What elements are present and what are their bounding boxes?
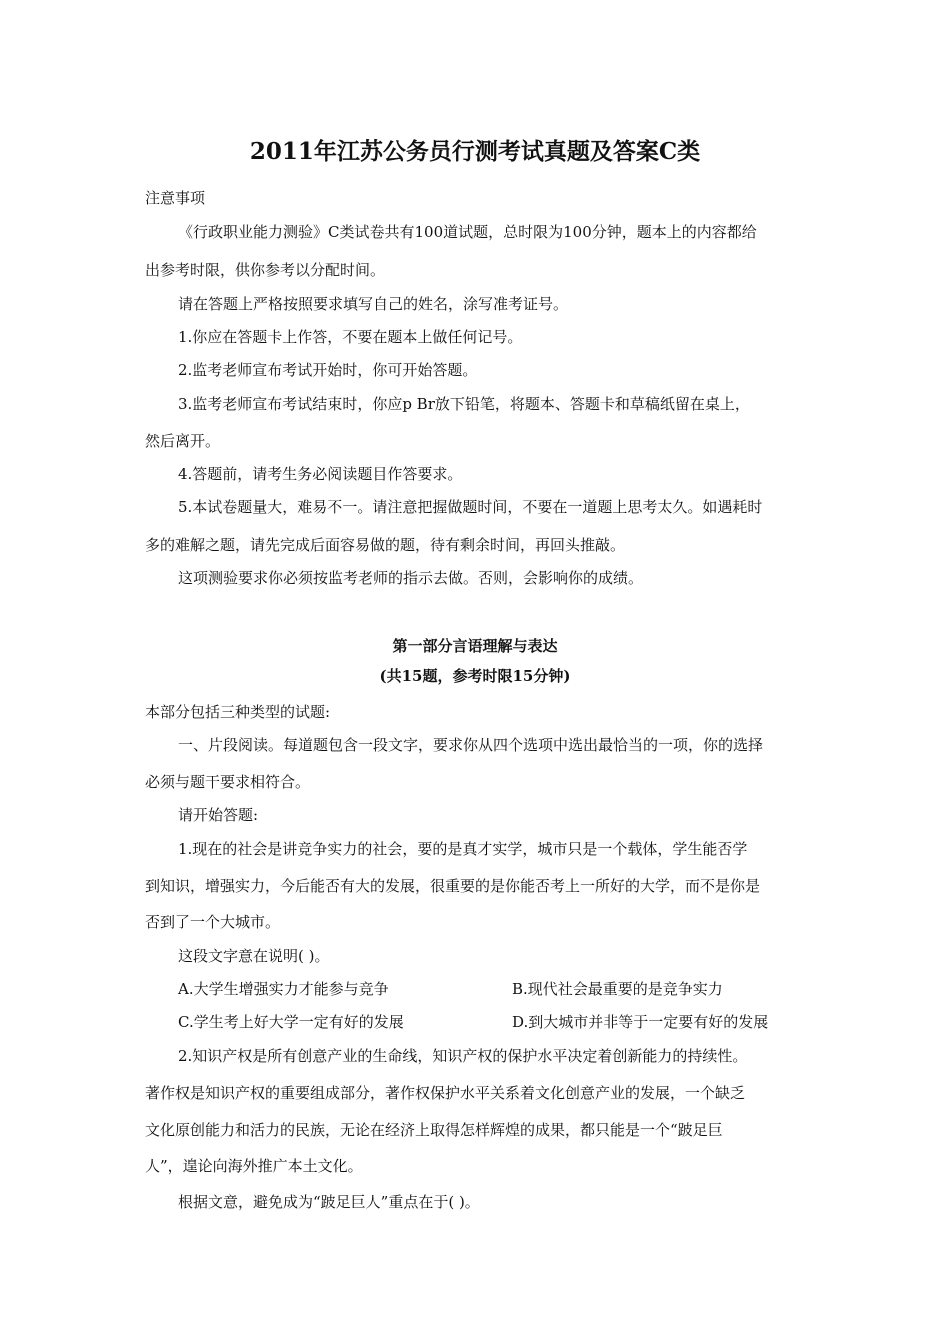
- notice-item: 3.监考老师宣布考试结束时，你应p Br放下铅笔，将题本、答题卡和草稿纸留在桌上，: [178, 395, 750, 413]
- question-text: 到知识，增强实力，今后能否有大的发展，很重要的是你能否考上一所好的大学，而不是你是: [145, 877, 761, 895]
- question-text: 文化原创能力和活力的民族，无论在经济上取得怎样辉煌的成果，都只能是一个“跛足巨: [145, 1121, 723, 1139]
- notice-item: 多的难解之题，请先完成后面容易做的题，待有剩余时间，再回头推敲。: [145, 536, 626, 554]
- section-paragraph: 必须与题干要求相符合。: [145, 773, 311, 791]
- notice-paragraph: 这项测验要求你必须按监考老师的指示去做。否则，会影响你的成绩。: [178, 569, 644, 587]
- question-text: 人”，遑论向海外推广本土文化。: [145, 1157, 363, 1175]
- notice-item: 然后离开。: [145, 432, 221, 450]
- section-paragraph: 一、片段阅读。每道题包含一段文字，要求你从四个选项中选出最恰当的一项，你的选择: [178, 736, 764, 754]
- notice-paragraph: 《行政职业能力测验》C类试卷共有100道试题，总时限为100分钟，题本上的内容都给: [178, 223, 757, 241]
- question-text: 2.知识产权是所有创意产业的生命线，知识产权的保护水平决定着创新能力的持续性。: [178, 1047, 748, 1065]
- notice-item: 2.监考老师宣布考试开始时，你可开始答题。: [178, 361, 478, 379]
- notice-item: 5.本试卷题量大，难易不一。请注意把握做题时间，不要在一道题上思考太久。如遇耗时: [178, 498, 763, 516]
- option-c: C.学生考上好大学一定有好的发展: [178, 1013, 404, 1031]
- section-subheading: (共15题，参考时限15分钟): [379, 667, 571, 685]
- notice-paragraph: 出参考时限，供你参考以分配时间。: [145, 261, 386, 279]
- section-intro: 本部分包括三种类型的试题:: [145, 703, 331, 721]
- question-text: 著作权是知识产权的重要组成部分，著作权保护水平关系着文化创意产业的发展，一个缺乏: [145, 1084, 746, 1102]
- notice-item: 1.你应在答题卡上作答，不要在题本上做任何记号。: [178, 328, 523, 346]
- notice-paragraph: 请在答题上严格按照要求填写自己的姓名，涂写准考证号。: [178, 295, 569, 313]
- notice-heading: 注意事项: [145, 189, 206, 207]
- document-title: 2011年江苏公务员行测考试真题及答案C类: [249, 138, 701, 165]
- question-stem: 根据文意，避免成为“跛足巨人”重点在于( )。: [178, 1193, 480, 1211]
- question-stem: 这段文字意在说明( )。: [178, 947, 330, 965]
- question-text: 否到了一个大城市。: [145, 913, 281, 931]
- notice-item: 4.答题前，请考生务必阅读题目作答要求。: [178, 465, 463, 483]
- section-paragraph: 请开始答题:: [178, 806, 259, 824]
- option-d: D.到大城市并非等于一定要有好的发展: [512, 1013, 769, 1031]
- question-text: 1.现在的社会是讲竞争实力的社会，要的是真才实学，城市只是一个载体，学生能否学: [178, 840, 748, 858]
- section-heading: 第一部分言语理解与表达: [392, 637, 558, 655]
- option-a: A.大学生增强实力才能参与竞争: [178, 980, 389, 998]
- option-b: B.现代社会最重要的是竞争实力: [512, 980, 723, 998]
